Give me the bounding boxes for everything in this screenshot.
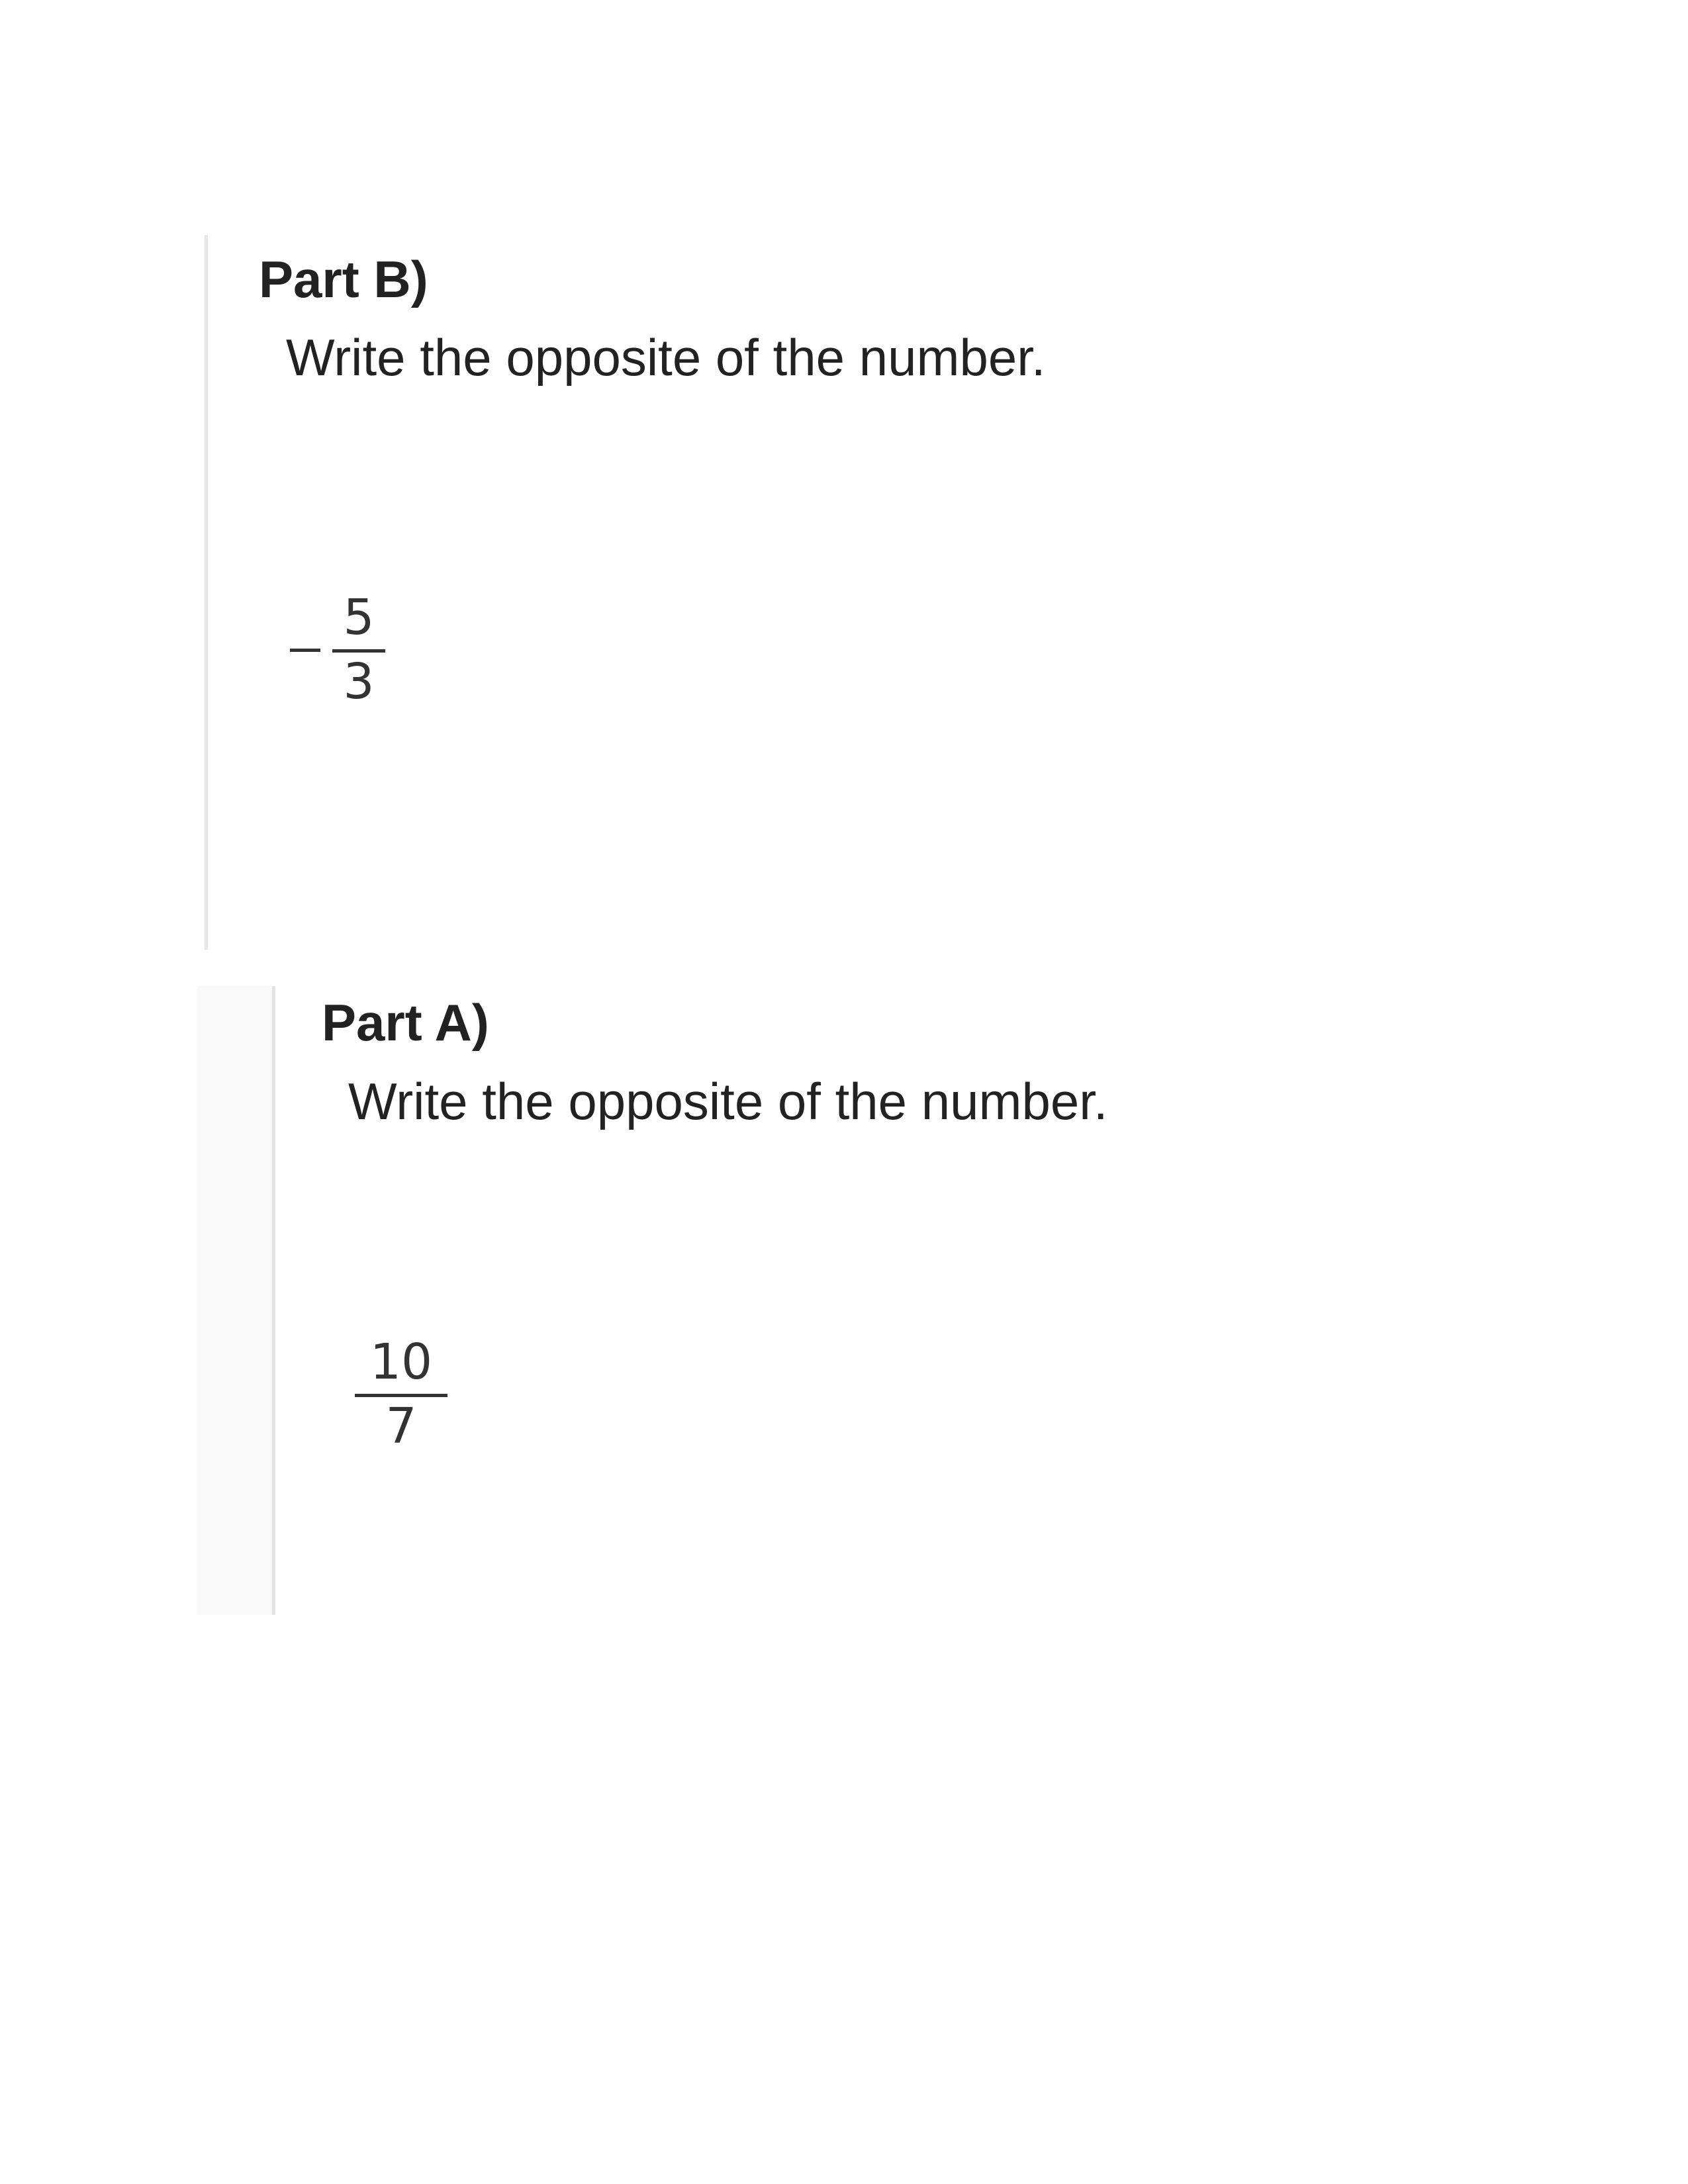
fraction-numerator: 5: [343, 589, 375, 646]
fraction-denominator: 7: [385, 1397, 417, 1455]
fraction-denominator: 3: [343, 653, 375, 710]
fraction-bar: [332, 649, 385, 653]
part-b-title: Part B): [259, 250, 428, 308]
part-b-prompt: Write the opposite of the number.: [286, 328, 1046, 387]
part-a-number: [355, 1334, 447, 1455]
part-a-block: [275, 986, 1467, 1615]
fraction-bar: [355, 1394, 447, 1397]
part-a-title: Part A): [322, 993, 489, 1052]
fraction-numerator: 10: [369, 1334, 433, 1390]
part-a-fraction: [355, 1334, 447, 1455]
part-b-number: [290, 589, 385, 710]
negative-sign: [290, 649, 320, 652]
part-b-fraction: [332, 589, 385, 710]
part-a-gutter: [197, 986, 275, 1615]
part-b-block: [205, 235, 1462, 950]
part-a-prompt: Write the opposite of the number.: [348, 1072, 1108, 1130]
